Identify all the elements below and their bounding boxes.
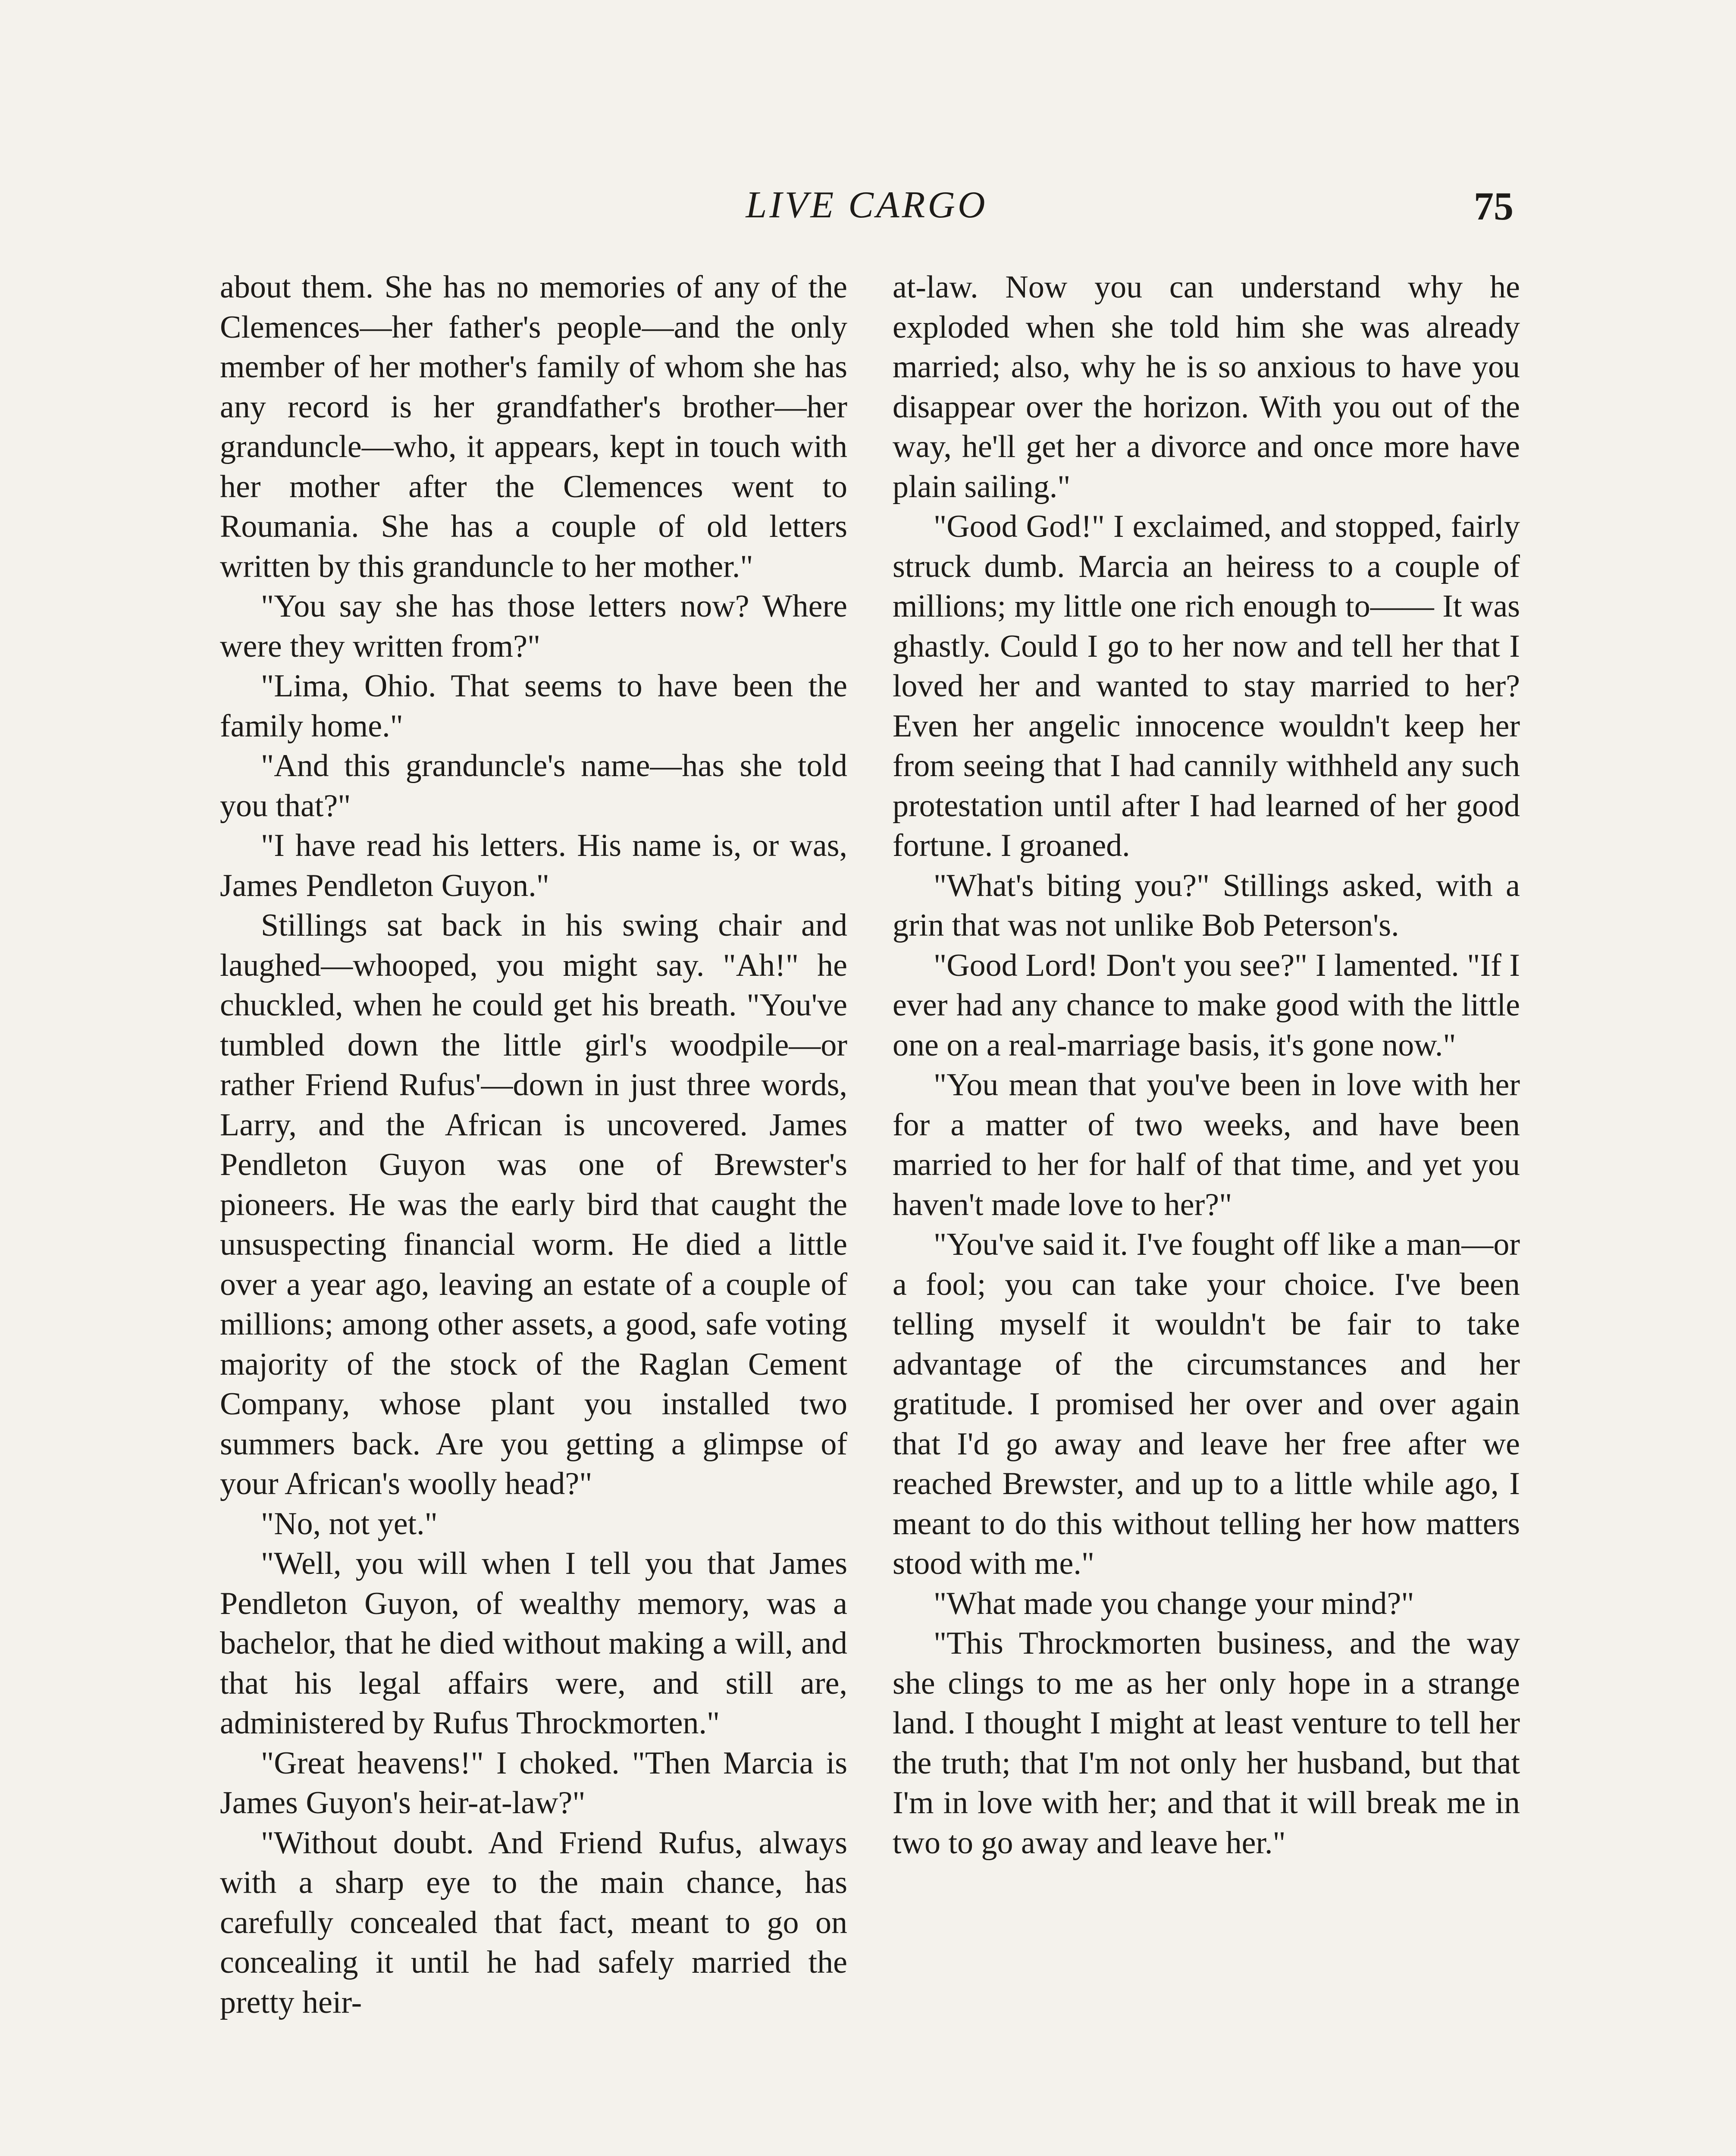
- left-column: [220, 267, 847, 2156]
- paragraph: "Good God!" I exclaimed, and stopped, fairly struck dumb. Marcia an heiress to a couple of millions; my little one rich enough to—— It was ghastly. Could I go to her now and tell her that I loved her and wanted to stay married to her? Even her angelic innocence wouldn't keep her from seeing that I had cannily withheld any such protestation until after I had learned of her good fortune. I groaned.: [893, 509, 1520, 863]
- paragraph: "This Throckmorten business, and the way she clings to me as her only hope in a strange land. I thought I might at least venture to tell her the truth; that I'm not only her husband, but that I'm in love with her; and that it will break me in two to go away and leave her.": [893, 1626, 1520, 1861]
- paragraph: "What made you change your mind?": [934, 1586, 1414, 1621]
- paragraph: "Lima, Ohio. That seems to have been the family home.": [220, 668, 847, 744]
- paragraph: "You mean that you've been in love with her for a matter of two weeks, and have been married to her for half of that time, and yet you haven't made love to her?": [893, 1067, 1520, 1222]
- paragraph: about them. She has no memories of any of the Clemences—her father's people—and the only member of her mother's family of whom she has any record is her grandfather's brother—her granduncle—who, it appears, kept in touch with her mother after the Clemences went to Roumania. She has a couple of old letters written by this granduncle to her mother.": [220, 270, 847, 584]
- right-column: [893, 267, 1520, 2156]
- paragraph: "Good Lord! Don't you see?" I lamented. "If I ever had any chance to make good with the little one on a real-marriage basis, it's gone now.": [893, 947, 1520, 1063]
- paragraph: Stillings sat back in his swing chair and laughed—whooped, you might say. "Ah!" he chuckled, when he could get his breath. "You've tumbled down the little girl's woodpile—or rather Friend Rufus'—down in just three words, Larry, and the African is uncovered. James Pendleton Guyon was one of Brewster's pioneers. He was the early bird that caught the unsuspecting financial worm. He died a little over a year ago, leaving an estate of a couple of millions; among other assets, a good, safe voting majority of the stock of the Raglan Cement Company, whose plant you installed two summers back. Are you getting a glimpse of your African's woolly head?": [220, 908, 847, 1501]
- paragraph: "Without doubt. And Friend Rufus, always with a sharp eye to the main chance, has carefully concealed that fact, meant to go on concealing it until he had safely married the pretty heir-: [220, 1825, 847, 2020]
- running-title: LIVE CARGO: [746, 184, 988, 226]
- page-header: [220, 183, 1514, 248]
- paragraph: "No, not yet.": [261, 1506, 438, 1542]
- paragraph: "You've said it. I've fought off like a man—or a fool; you can take your choice. I've been telling myself it wouldn't be fair to take advantage of the circumstances and her gratitude. I promised her over and over again that I'd go away and leave her free after we reached Brewster, and up to a little while ago, I meant to do this without telling her how matters stood with me.": [893, 1227, 1520, 1581]
- paragraph: "What's biting you?" Stillings asked, with a grin that was not unlike Bob Peterson's.: [893, 868, 1520, 943]
- page-number: 75: [1474, 184, 1514, 228]
- paragraph: "Well, you will when I tell you that James Pendleton Guyon, of wealthy memory, was a bachelor, that he died without making a will, and that his legal affairs were, and still are, administered by Rufus Throckmorten.": [220, 1546, 847, 1741]
- paragraph: "I have read his letters. His name is, or was, James Pendleton Guyon.": [220, 828, 847, 903]
- paragraph: "You say she has those letters now? Where were they written from?": [220, 589, 847, 664]
- paragraph: at-law. Now you can understand why he exploded when she told him she was already married; also, why he is so anxious to have you disappear over the horizon. With you out of the way, he'll get her a divorce and once more have plain sailing.": [893, 270, 1520, 505]
- paragraph: "And this granduncle's name—has she told you that?": [220, 748, 847, 824]
- paragraph: "Great heavens!" I choked. "Then Marcia is James Guyon's heir-at-law?": [220, 1745, 847, 1821]
